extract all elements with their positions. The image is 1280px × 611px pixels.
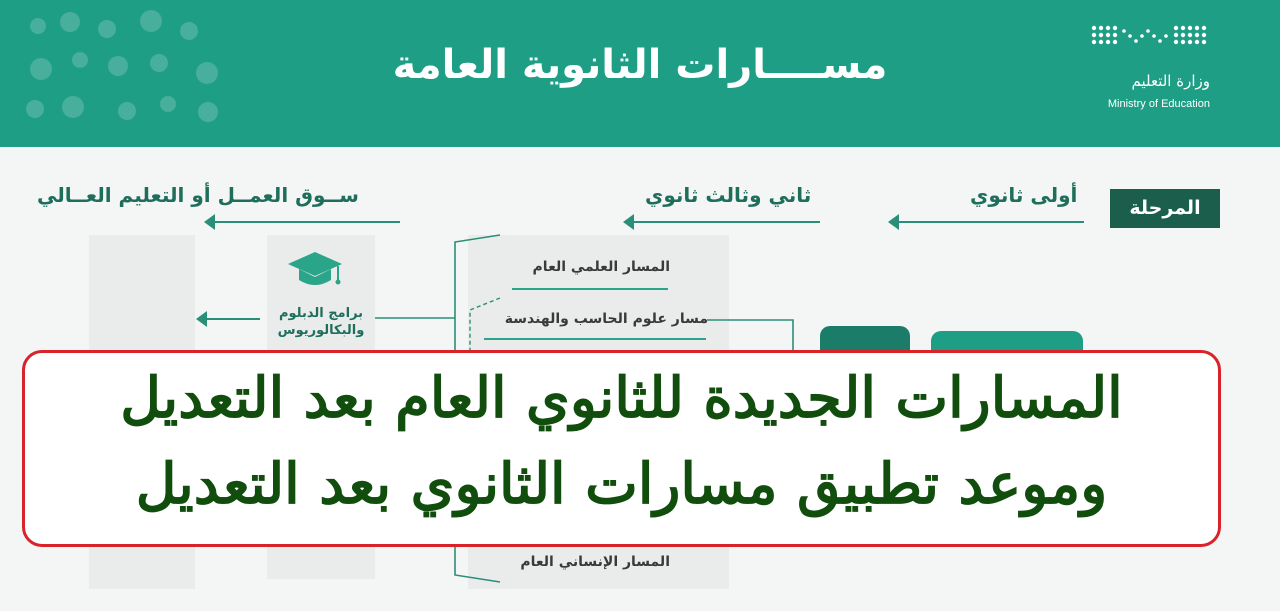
path-humanities: المسار الإنساني العام bbox=[520, 554, 670, 570]
decor-dot bbox=[160, 96, 176, 112]
path-underline bbox=[484, 338, 706, 340]
arrow-line bbox=[205, 318, 260, 320]
headline-overlay bbox=[22, 350, 1221, 547]
decor-dot bbox=[72, 52, 88, 68]
decor-dot bbox=[98, 20, 116, 38]
header-banner bbox=[0, 0, 1280, 147]
stage-label: المرحلة bbox=[1110, 189, 1220, 228]
headline-line-2: وموعد تطبيق مسارات الثانوي بعد التعديل bbox=[135, 451, 1108, 517]
arrow-line bbox=[898, 221, 1084, 223]
ministry-logo-icon bbox=[1090, 22, 1210, 52]
ministry-name-ar: وزارة التعليم bbox=[1131, 72, 1210, 90]
graduation-cap-icon bbox=[286, 250, 344, 290]
decor-dot bbox=[150, 54, 168, 72]
decor-dot bbox=[62, 96, 84, 118]
page-title: مســــارات الثانوية العامة bbox=[392, 42, 888, 88]
decor-dot bbox=[108, 56, 128, 76]
decor-dot bbox=[30, 58, 52, 80]
arrow-line bbox=[214, 221, 400, 223]
decor-dot bbox=[196, 62, 218, 84]
arrow-left-icon bbox=[888, 214, 899, 230]
path-computer-engineering: مسار علوم الحاسب والهندسة bbox=[504, 311, 708, 327]
decor-dot bbox=[118, 102, 136, 120]
decor-dot bbox=[140, 10, 162, 32]
headline-line-1: المسارات الجديدة للثانوي العام بعد التعديل bbox=[120, 365, 1123, 431]
ministry-logo bbox=[1060, 18, 1210, 128]
decor-dot bbox=[198, 102, 218, 122]
arrow-left-icon bbox=[196, 311, 207, 327]
decor-dot bbox=[60, 12, 80, 32]
decor-dot bbox=[180, 22, 198, 40]
arrow-line bbox=[633, 221, 820, 223]
path-underline bbox=[512, 288, 668, 290]
column-title-first-secondary: أولى ثانوي bbox=[970, 183, 1078, 207]
ministry-name-en: Ministry of Education bbox=[1107, 98, 1210, 110]
programs-label: برامج الدبلوم والبكالوريوس bbox=[277, 306, 365, 338]
path-general-science: المسار العلمي العام bbox=[532, 259, 670, 275]
arrow-left-icon bbox=[623, 214, 634, 230]
column-title-labor-market: ســوق العمــل أو التعليم العــالي bbox=[37, 183, 359, 207]
column-title-second-third-secondary: ثاني وثالث ثانوي bbox=[645, 183, 812, 207]
decor-dot bbox=[26, 100, 44, 118]
arrow-left-icon bbox=[204, 214, 215, 230]
decor-dot bbox=[30, 18, 46, 34]
